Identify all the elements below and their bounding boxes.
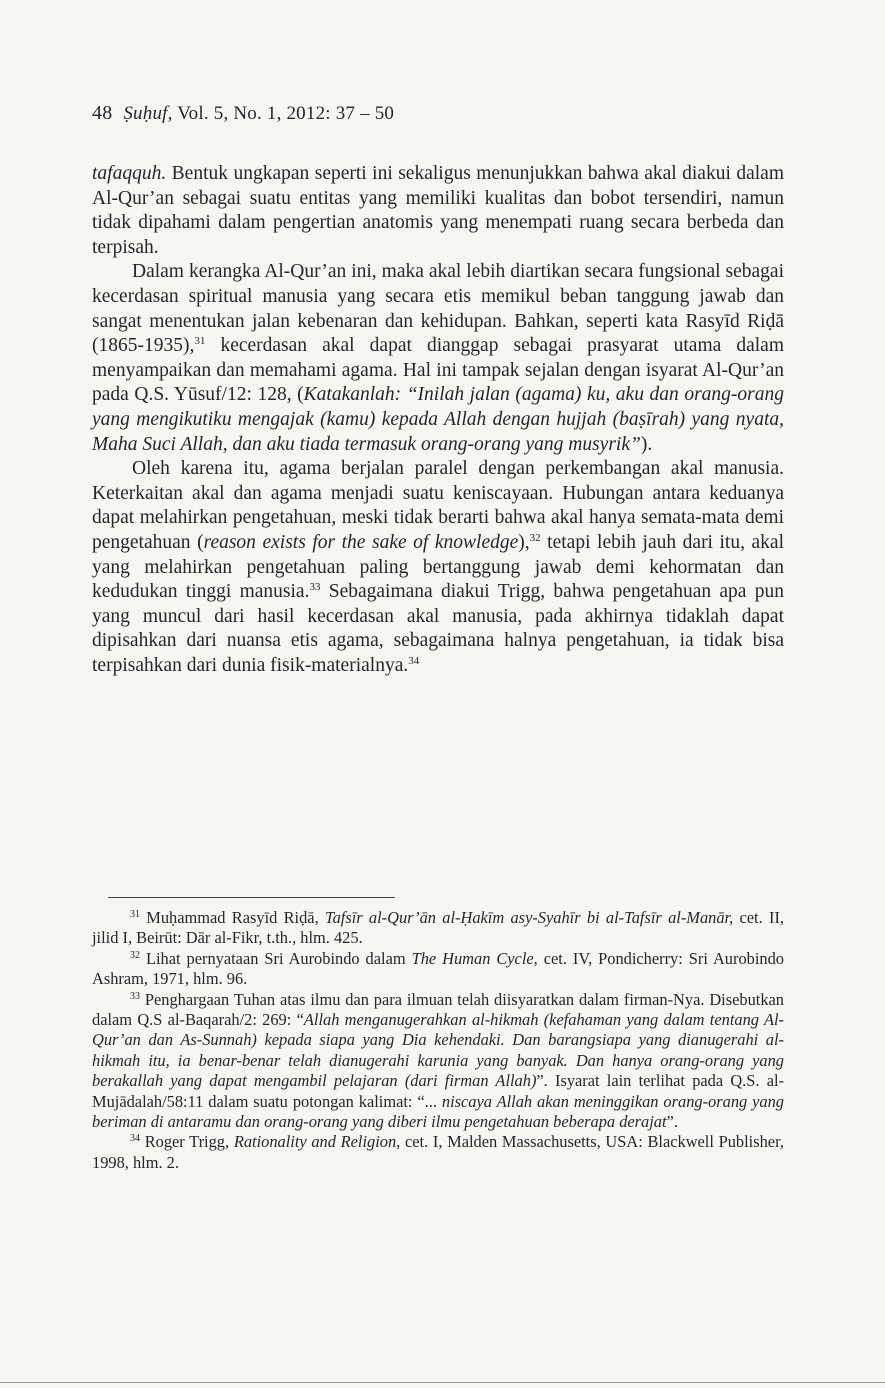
footnote-text: cet. IV, Pondicherry: Sri Aurobindo Ashram, 1971, hlm. 96.: [92, 948, 784, 989]
footnote-title: Rationality and Religion,: [233, 1132, 401, 1152]
footnote-text: Muḥammad Rasyīd Riḍā,: [140, 908, 325, 927]
body-text: [92, 162, 784, 678]
footnote-ref-31: 31: [194, 335, 206, 348]
footnote-quote: Allah menganugerahkan al-hikmah (kefahaman yang dalam tentang Al-Qur’an dan As-Sunnah) kepada siapa yang Dia kehendaki. Dan barangsiapa yang dianugerahi al-hikmah itu, ia benar-benar telah dianugerahi karunia yang banyak. Dan hanya orang-orang yang berakallah yang dapat mengambil pelajaran (dari firman Allah): [92, 1010, 784, 1091]
paragraph-3-text-b: ),: [518, 531, 530, 553]
italic-phrase: reason exists for the sake of knowledge: [203, 531, 519, 553]
paragraph-1: [92, 162, 784, 260]
paragraph-2-text-c: ).: [640, 433, 653, 455]
footnote-number: 34: [130, 1133, 140, 1145]
paragraph-1-text: Bentuk ungkapan seperti ini sekaligus menunjukkan bahwa akal diakui dalam Al-Qur’an sebagai suatu entitas yang memiliki kualitas dan bobot tersendiri, namun tidak dipahami dalam pengertian anatomis yang menempati ruang secara berbeda dan terpisah.: [92, 163, 784, 258]
quran-quote: Katakanlah: “Inilah jalan (agama) ku, aku dan orang-orang yang mengikutiku mengajak (kamu) kepada Allah dengan hujjah (baṣīrah) yang nyata, Maha Suci Allah, dan aku tiada termasuk orang-orang yang musyrik”: [92, 384, 784, 455]
paragraph-3-text-c: tetapi lebih jauh dari itu, akal yang melahirkan pengetahuan paling bertanggung jawab demi kehormatan dan kedudukan tinggi manusia.: [92, 531, 784, 603]
page-number: 48: [92, 102, 113, 124]
footnote-text: ”. Isyarat lain terlihat pada Q.S. al-Mujādalah/58:11 dalam suatu potongan kalimat: “...: [92, 1071, 784, 1111]
footnote-32: [92, 949, 784, 990]
footnote-31: [92, 908, 784, 949]
journal-title: Ṣuḥuf,: [123, 103, 173, 124]
footnote-text: cet. I, Malden Massachusetts, USA: Blackwell Publisher, 1998, hlm. 2.: [92, 1132, 784, 1172]
footnote-divider: [108, 897, 395, 898]
paragraph-3: [92, 457, 784, 678]
italic-term: tafaqquh.: [92, 163, 167, 184]
scan-edge-line: [0, 1382, 885, 1383]
paragraph-3-text-a: Oleh karena itu, agama berjalan paralel dengan perkembangan akal manusia. Keterkaitan akal dan agama menjadi suatu keniscayaan. Hubungan antara keduanya dapat melahirkan pengetahuan, meski tidak berarti bahwa akal hanya semata-mata demi pengetahuan (: [92, 458, 784, 553]
paragraph-2-text-b: kecerdasan akal dapat dianggap sebagai prasyarat utama dalam menyampaikan dan memahami agama. Hal ini tampak sejalan dengan isyarat Al-Qur’an pada Q.S. Yūsuf/12: 128, (: [92, 335, 784, 406]
footnote-ref-32: 32: [529, 531, 541, 544]
footnote-text: Lihat pernyataan Sri Aurobindo dalam: [140, 948, 412, 968]
footnote-quote: niscaya Allah akan meninggikan orang-orang yang beriman di antaramu dan orang-orang yang diberi ilmu pengetahuan beberapa derajat: [92, 1091, 784, 1132]
footnote-ref-33: 33: [309, 581, 321, 594]
footnote-33: [92, 990, 784, 1133]
paragraph-2-text-a: Dalam kerangka Al-Qur’an ini, maka akal lebih diartikan secara fungsional sebagai kecerdasan spiritual manusia yang secara etis memikul beban tanggung jawab dan sangat menentukan jalan kebenaran dan kehidupan. Bahkan, seperti kata Rasyīd Riḍā (1865-1935),: [92, 261, 784, 357]
footnote-text: Roger Trigg,: [140, 1132, 234, 1152]
footnote-text: Penghargaan Tuhan atas ilmu dan para ilmuan telah diisyaratkan dalam firman-Nya. Disebutkan dalam Q.S al-Baqarah/2: 269: “: [92, 989, 784, 1030]
footnote-34: [92, 1132, 784, 1173]
paragraph-2: [92, 260, 784, 457]
footnote-title: The Human Cycle,: [411, 948, 538, 968]
footnote-ref-34: 34: [408, 654, 420, 667]
footnote-number: 31: [130, 909, 140, 920]
journal-volume: Vol. 5, No. 1, 2012: 37 – 50: [177, 103, 395, 124]
footnote-text: cet. II, jilid I, Beirūt: Dār al-Fikr, t.th., hlm. 425.: [92, 908, 784, 948]
footnotes: [92, 908, 784, 1173]
footnote-title: Tafsīr al-Qur’ān al-Ḥakīm asy-Syahīr bi al-Tafsīr al-Manār,: [324, 908, 734, 927]
paragraph-3-text-d: Sebagaimana diakui Trigg, bahwa pengetahuan apa pun yang muncul dari hasil kecerdasan akal manusia, pada akhirnya tidaklah dapat dipisahkan dari nuansa etis agama, sebagaimana halnya pengetahuan, ia tidak bisa terpisahkan dari dunia fisik-materialnya.: [92, 581, 784, 676]
footnote-number: 32: [130, 949, 140, 961]
running-header: [92, 102, 394, 125]
footnote-text: ”.: [666, 1112, 678, 1132]
footnote-number: 33: [130, 990, 140, 1002]
